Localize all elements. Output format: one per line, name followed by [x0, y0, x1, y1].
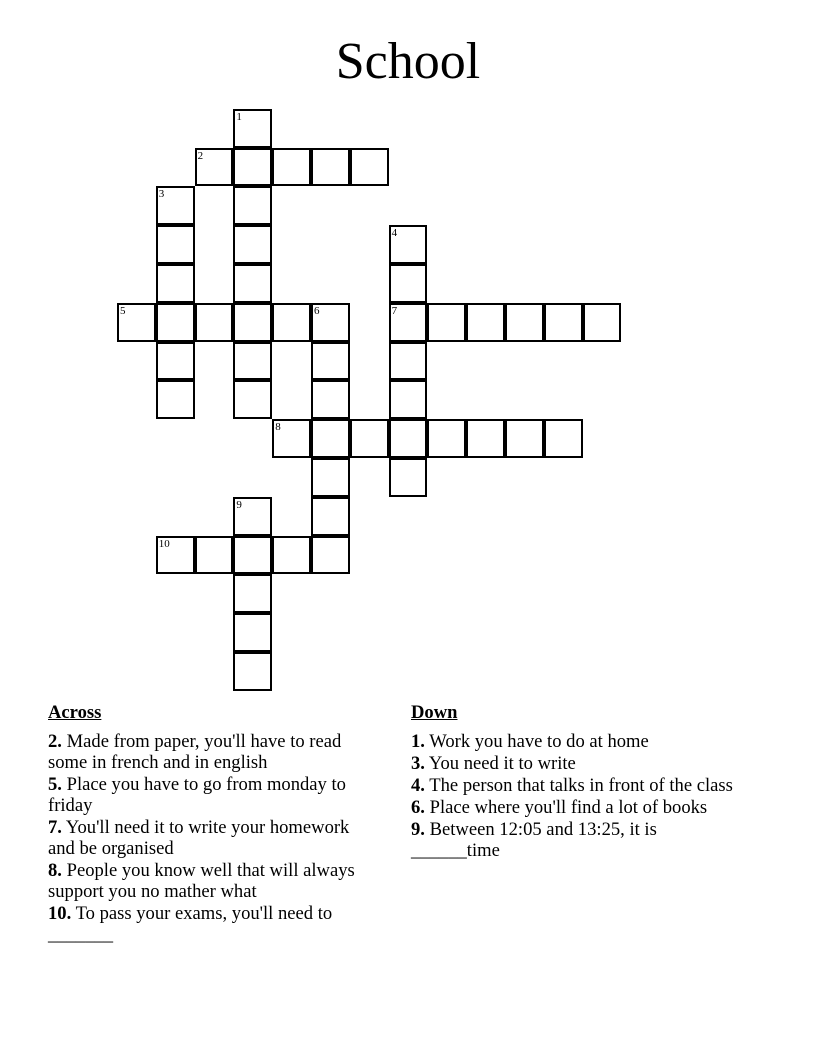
grid-cell[interactable] [156, 186, 195, 225]
grid-cell[interactable] [311, 497, 350, 536]
clue-number: 3 [158, 188, 165, 201]
grid-cell[interactable] [311, 458, 350, 497]
grid-cell[interactable] [389, 380, 428, 419]
grid-cell[interactable] [233, 613, 272, 652]
grid-cell[interactable] [466, 419, 505, 458]
grid-cell[interactable] [466, 303, 505, 342]
clue-down-9: 9. Between 12:05 and 13:25, it is ______time [411, 819, 657, 861]
grid-cell[interactable] [389, 303, 428, 342]
clue-across-10: 10. To pass your exams, you'll need to _______ [48, 903, 333, 945]
across-heading: Across [48, 702, 102, 723]
grid-cell[interactable] [195, 303, 234, 342]
clue-number: 5 [120, 304, 126, 317]
clue-across-2: 2. Made from paper, you'll have to read some in french and in english [48, 731, 342, 773]
grid-cell[interactable] [311, 303, 350, 342]
grid-cell[interactable] [272, 148, 311, 187]
grid-cell[interactable] [544, 419, 583, 458]
grid-cell[interactable] [505, 303, 544, 342]
grid-cell[interactable] [195, 536, 234, 575]
down-clues [411, 701, 746, 862]
grid-cell[interactable] [311, 419, 350, 458]
down-heading: Down [411, 702, 458, 723]
grid-cell[interactable] [311, 380, 350, 419]
clue-down-1: 1. Work you have to do at home [411, 731, 649, 752]
grid-cell[interactable] [389, 419, 428, 458]
clue-across-7: 7. You'll need it to write your homework and be organised [48, 817, 350, 859]
clue-down-6: 6. Place where you'll find a lot of books [411, 797, 708, 818]
grid-cell[interactable] [311, 536, 350, 575]
grid-cell[interactable] [233, 497, 272, 536]
grid-cell[interactable] [272, 419, 311, 458]
grid-cell[interactable] [156, 303, 195, 342]
clue-number: 2 [197, 149, 204, 162]
clue-number: 10 [158, 537, 170, 550]
clue-number: 8 [275, 421, 281, 434]
grid-cell[interactable] [272, 303, 311, 342]
grid-cell[interactable] [505, 419, 544, 458]
grid-cell[interactable] [233, 225, 272, 264]
grid-cell[interactable] [233, 652, 272, 691]
grid-cell[interactable] [389, 342, 428, 381]
grid-cell[interactable] [389, 264, 428, 303]
grid-cell[interactable] [233, 380, 272, 419]
clue-number: 9 [236, 498, 242, 511]
grid-cell[interactable] [272, 536, 311, 575]
grid-cell[interactable] [583, 303, 622, 342]
grid-cell[interactable] [427, 419, 466, 458]
grid-cell[interactable] [233, 574, 272, 613]
grid-cell[interactable] [389, 225, 428, 264]
clue-number: 7 [391, 304, 398, 317]
across-clues [48, 701, 378, 946]
grid-cell[interactable] [156, 536, 195, 575]
clue-down-4: 4. The person that talks in front of the class [411, 775, 733, 796]
puzzle-title: School [335, 33, 481, 90]
clue-across-8: 8. People you know well that will always support you no mather what [48, 860, 355, 902]
grid-cell[interactable] [233, 264, 272, 303]
grid-cell[interactable] [233, 186, 272, 225]
grid-cell[interactable] [156, 225, 195, 264]
grid-cell[interactable] [233, 536, 272, 575]
grid-cell[interactable] [233, 109, 272, 148]
clue-down-3: 3. You need it to write [411, 753, 576, 774]
grid-cell[interactable] [233, 148, 272, 187]
grid-cell[interactable] [156, 380, 195, 419]
grid-cell[interactable] [195, 148, 234, 187]
clue-number: 6 [314, 304, 320, 317]
grid-cell[interactable] [350, 419, 389, 458]
grid-cell[interactable] [311, 148, 350, 187]
clue-number: 1 [236, 110, 242, 123]
grid-cell[interactable] [311, 342, 350, 381]
grid-cell[interactable] [350, 148, 389, 187]
grid-cell[interactable] [233, 303, 272, 342]
grid-cell[interactable] [156, 264, 195, 303]
clue-number: 4 [391, 227, 398, 240]
clue-across-5: 5. Place you have to go from monday to friday [48, 774, 346, 816]
grid-cell[interactable] [117, 303, 156, 342]
grid-cell[interactable] [544, 303, 583, 342]
grid-cell[interactable] [156, 342, 195, 381]
grid-cell[interactable] [233, 342, 272, 381]
grid-cell[interactable] [389, 458, 428, 497]
grid-cell[interactable] [427, 303, 466, 342]
